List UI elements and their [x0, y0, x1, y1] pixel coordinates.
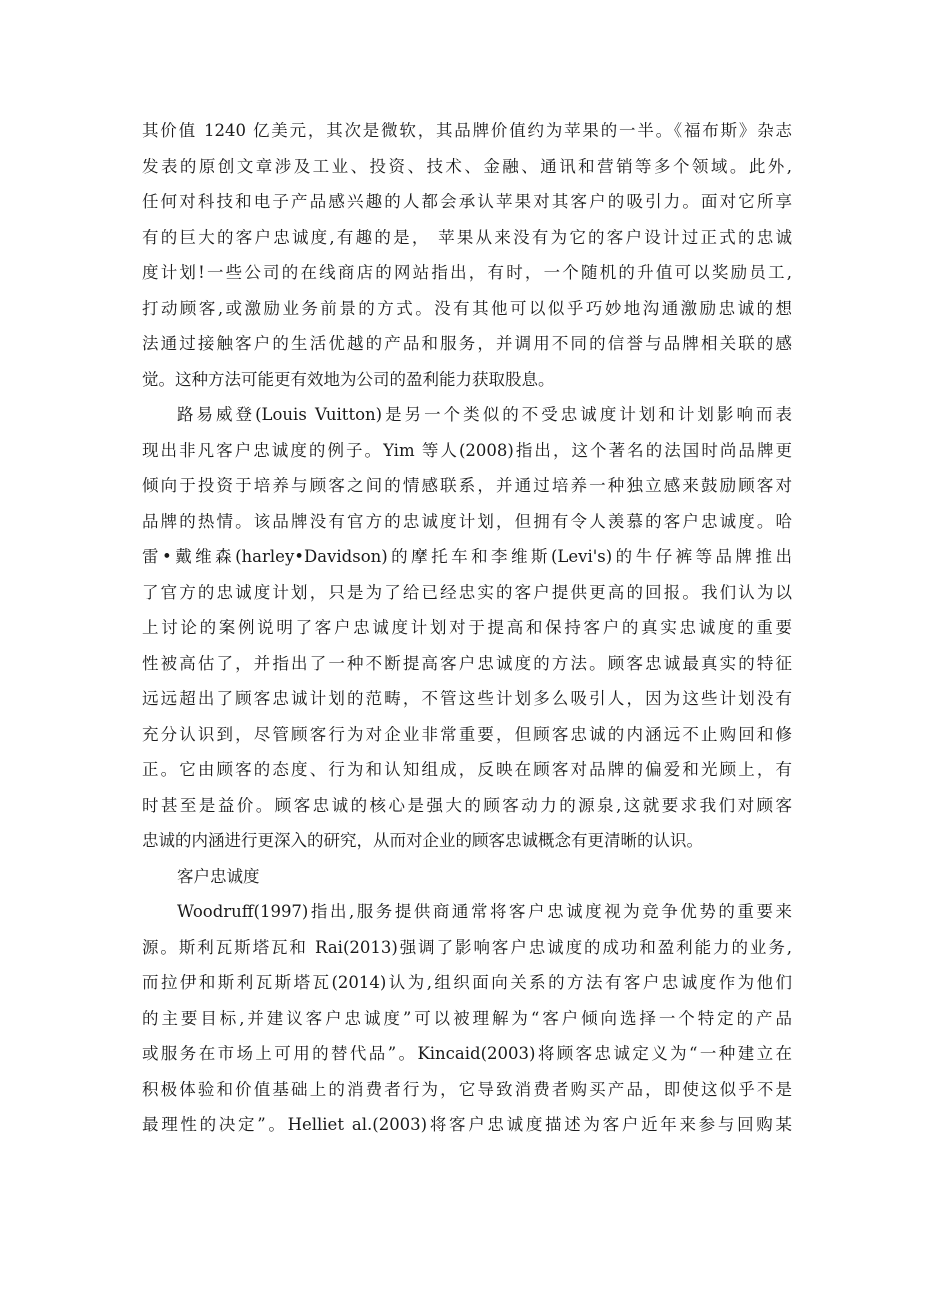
text-line: 有的巨大的客户忠诚度,有趣的是， 苹果从来没有为它的客户设计过正式的忠诚: [142, 227, 792, 247]
text-line: 品牌的热情。该品牌没有官方的忠诚度计划，但拥有令人羡慕的客户忠诚度。哈: [142, 511, 792, 531]
text-line: 充分认识到，尽管顾客行为对企业非常重要，但顾客忠诚的内涵远不止购回和修: [142, 724, 792, 744]
text-line: 或服务在市场上可用的替代品”。Kincaid(2003)将顾客忠诚定义为“一种建立在: [142, 1044, 792, 1063]
text-line: 路易威登(Louis Vuitton)是另一个类似的不受忠诚度计划和计划影响而表: [177, 405, 792, 424]
text-line: 雷•戴维森(harley•Davidson)的摩托车和李维斯(Levi's)的牛仔裤等品牌推出: [142, 547, 792, 566]
text-line: 远远超出了顾客忠诚计划的范畴，不管这些计划多么吸引人，因为这些计划没有: [142, 689, 792, 708]
text-line: 而拉伊和斯利瓦斯塔瓦(2014)认为,组织面向关系的方法有客户忠诚度作为他们: [142, 973, 792, 992]
text-line: 源。斯利瓦斯塔瓦和 Rai(2013)强调了影响客户忠诚度的成功和盈利能力的业务,: [142, 937, 792, 957]
text-line: 忠诚的内涵进行更深入的研究，从而对企业的顾客忠诚概念有更清晰的认识。: [142, 831, 703, 850]
text-line: 的主要目标,并建议客户忠诚度”可以被理解为“客户倾向选择一个特定的产品: [142, 1008, 792, 1028]
text-line: 打动顾客,或激励业务前景的方式。没有其他可以似乎巧妙地沟通激励忠诚的想: [142, 298, 792, 318]
text-line: 积极体验和价值基础上的消费者行为，它导致消费者购买产品，即使这似乎不是: [142, 1079, 792, 1099]
text-line: 倾向于投资于培养与顾客之间的情感联系，并通过培养一种独立感来鼓励顾客对: [142, 476, 792, 495]
text-line: 上讨论的案例说明了客户忠诚度计划对于提高和保持客户的真实忠诚度的重要: [142, 618, 792, 637]
text-line: 性被高估了，并指出了一种不断提高客户忠诚度的方法。顾客忠诚最真实的特征: [142, 653, 792, 673]
text-line: 正。它由顾客的态度、行为和认知组成，反映在顾客对品牌的偏爱和光顾上，有: [142, 760, 792, 779]
section-heading: 客户忠诚度: [177, 866, 260, 886]
text-line: 任何对科技和电子产品感兴趣的人都会承认苹果对其客户的吸引力。面对它所享: [142, 192, 792, 211]
text-line: 现出非凡客户忠诚度的例子。Yim 等人(2008)指出，这个著名的法国时尚品牌更: [142, 440, 792, 460]
text-line: 时甚至是益价。顾客忠诚的核心是强大的顾客动力的源泉,这就要求我们对顾客: [142, 795, 792, 815]
text-line: 其价值 1240 亿美元，其次是微软，其品牌价值约为苹果的一半。《福布斯》杂志: [142, 121, 792, 140]
document-body: [142, 113, 792, 1143]
text-line: 觉。这种方法可能更有效地为公司的盈利能力获取股息。: [142, 369, 555, 389]
text-line: 法通过接触客户的生活优越的产品和服务，并调用不同的信誉与品牌相关联的感: [142, 334, 792, 353]
text-line: Woodruff(1997)指出,服务提供商通常将客户忠诚度视为竞争优势的重要来: [177, 902, 792, 921]
text-line: 发表的原创文章涉及工业、投资、技术、金融、通讯和营销等多个领域。此外,: [142, 156, 792, 176]
text-line: 度计划!一些公司的在线商店的网站指出，有时，一个随机的升值可以奖励员工,: [142, 263, 792, 282]
text-line: 了官方的忠诚度计划，只是为了给已经忠实的客户提供更高的回报。我们认为以: [142, 582, 792, 602]
text-line: 最理性的决定”。Helliet al.(2003)将客户忠诚度描述为客户近年来参与回购某: [142, 1115, 792, 1134]
